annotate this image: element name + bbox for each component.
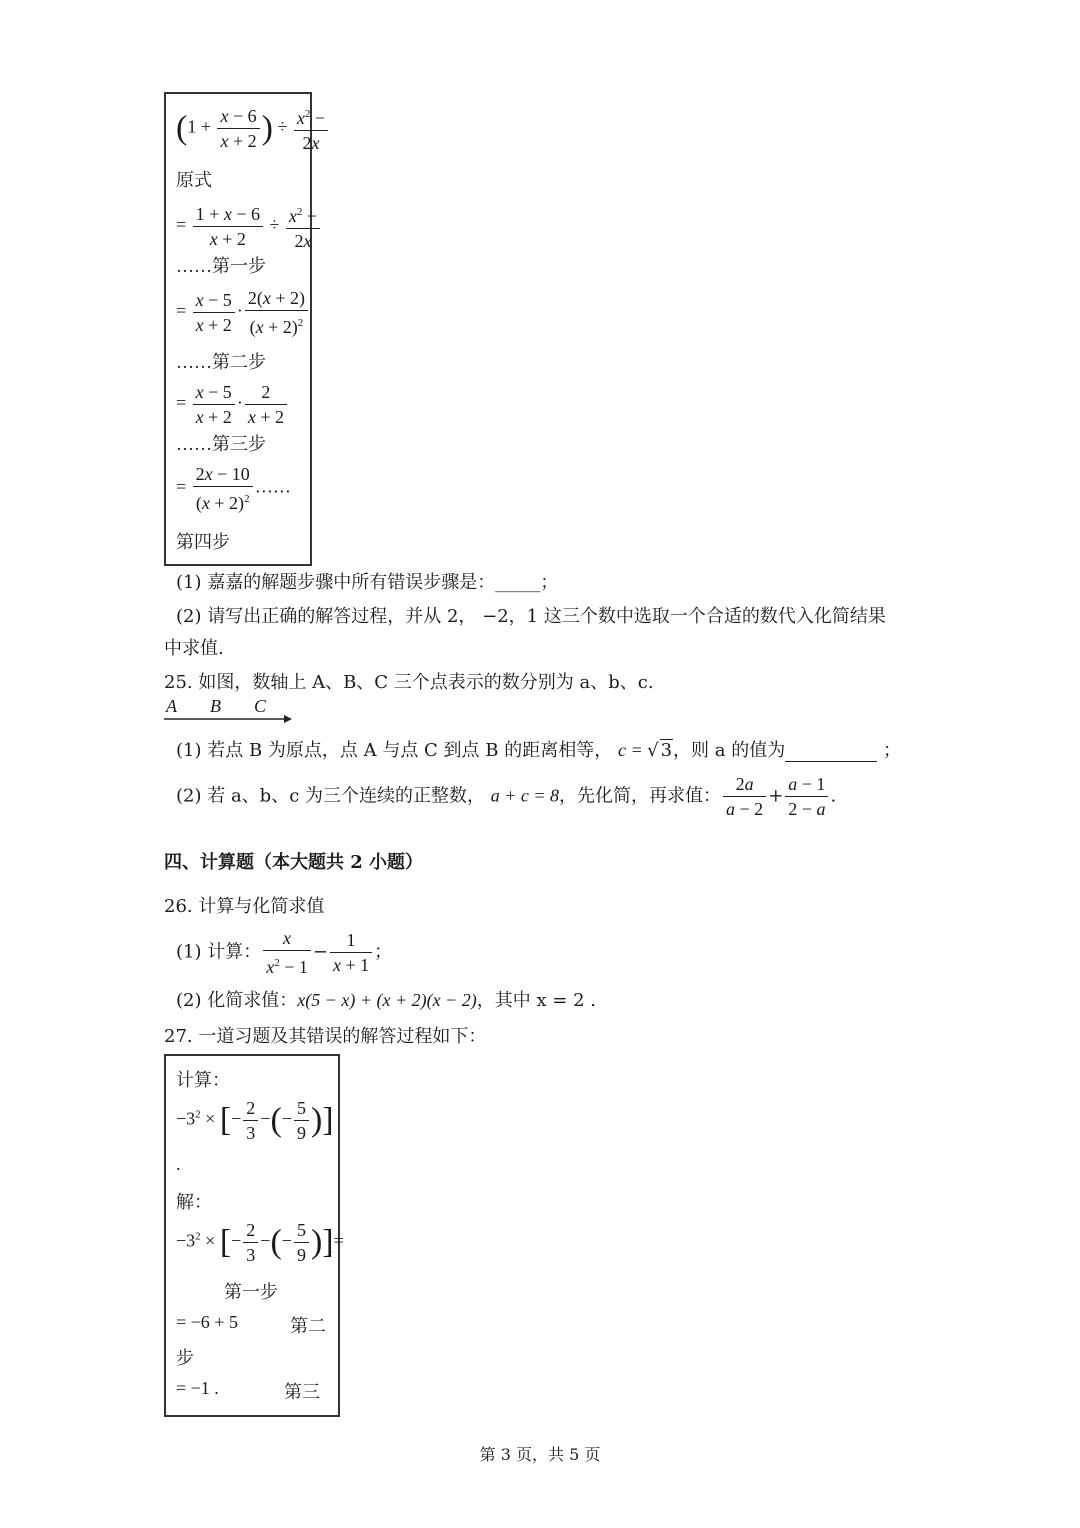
axis-arrow — [164, 714, 294, 724]
sqrt-value: 3 — [660, 740, 673, 761]
expr-step2: = $\frac{x - 5}{x + 2}$ · $\frac{2(x + 2)}{(x + 2)^2}$ — [176, 286, 310, 339]
q27-step2a: 第二 — [290, 1316, 326, 1336]
q27-expr: $-3^2$ × [− $\frac{2}{3}$ −(− $\frac{5}{9}$ )] — [176, 1098, 334, 1143]
section-4-title: 四、计算题（本大题共 2 小题） — [164, 852, 424, 873]
label-original: 原式 — [176, 170, 212, 190]
q25-part2: (2) 若 a、b、c 为三个连续的正整数， a + c = 8，先化简，再求值： $\frac{2a}{a - 2}$ + $\frac{a - 1}{2 - a}$ . — [176, 774, 837, 819]
page-footer: 第 3 页，共 5 页 — [479, 1445, 601, 1464]
q24-part1-blank: _____ — [495, 572, 541, 593]
label-step2: ……第二步 — [176, 352, 266, 372]
solution-box-q27 — [164, 1054, 344, 1417]
q27-expr-solve: $-3^2$ × [− $\frac{2}{3}$ −(− $\frac{5}{9}$ )]= — [176, 1220, 344, 1265]
q24-part1: (1) 嘉嘉的解题步骤中所有错误步骤是：_____； — [176, 572, 559, 593]
expr-step3: = $\frac{x - 5}{x + 2}$ · $\frac{2}{x + 2}$ — [176, 380, 289, 429]
q27-line3: = −1 . — [176, 1378, 219, 1398]
q27-solve-label: 解： — [176, 1192, 212, 1212]
q27-step1: 第一步 — [224, 1282, 278, 1302]
q24-part2-line2: 中求值. — [164, 638, 224, 659]
solution-box-q24 — [164, 92, 326, 566]
q26-part2: (2) 化简求值：x(5 − x) + (x + 2)(x − 2)，其中 x = 2 . — [176, 990, 597, 1011]
axis-label-a: A — [166, 696, 177, 716]
expr-step1: = $\frac{1 + x - 6}{x + 2}$ ÷ $\frac{x^2 -}{2x}$ — [176, 200, 322, 253]
q24-part2-line1: (2) 请写出正确的解答过程，并从 2， −2，1 这三个数中选取一个合适的数代入化简结果 — [176, 606, 886, 627]
q25-stem: 25. 如图，数轴上 A、B、C 三个点表示的数分别为 a、b、c. — [164, 672, 654, 693]
axis-label-c: C — [254, 696, 267, 716]
q27-stem: 27. 一道习题及其错误的解答过程如下： — [164, 1026, 487, 1047]
number-line — [164, 696, 294, 726]
step4-tail: …… — [254, 476, 291, 497]
label-step4: 第四步 — [176, 532, 230, 552]
q26-part1: (1) 计算： $\frac{x}{x^2 - 1}$ − $\frac{1}{x + 1}$ ； — [176, 928, 393, 977]
q25-part1: (1) 若点 B 为原点，点 A 与点 C 到点 B 的距离相等， c = √ 3，则 a 的值为 ； — [176, 740, 901, 761]
q27-dot: . — [176, 1154, 181, 1174]
axis-label-b: B — [210, 696, 221, 716]
q27-line2: = −6 + 5 — [176, 1312, 238, 1332]
label-step1: ……第一步 — [176, 256, 266, 276]
q27-calc-label: 计算： — [176, 1070, 230, 1090]
label-step3: ……第三步 — [176, 434, 266, 454]
expr-step4: = $\frac{2x - 10}{(x + 2)^2}$ …… — [176, 464, 291, 513]
q27-step3: 第三 — [284, 1382, 320, 1402]
q27-step2b: 步 — [176, 1348, 194, 1368]
expr-original: (1 + $\frac{x - 6}{x + 2}$ ) ÷ $\frac{x^2 -}{2x}$ — [176, 102, 330, 155]
q25-part1-blank — [785, 761, 877, 762]
q26-stem: 26. 计算与化简求值 — [164, 896, 325, 917]
